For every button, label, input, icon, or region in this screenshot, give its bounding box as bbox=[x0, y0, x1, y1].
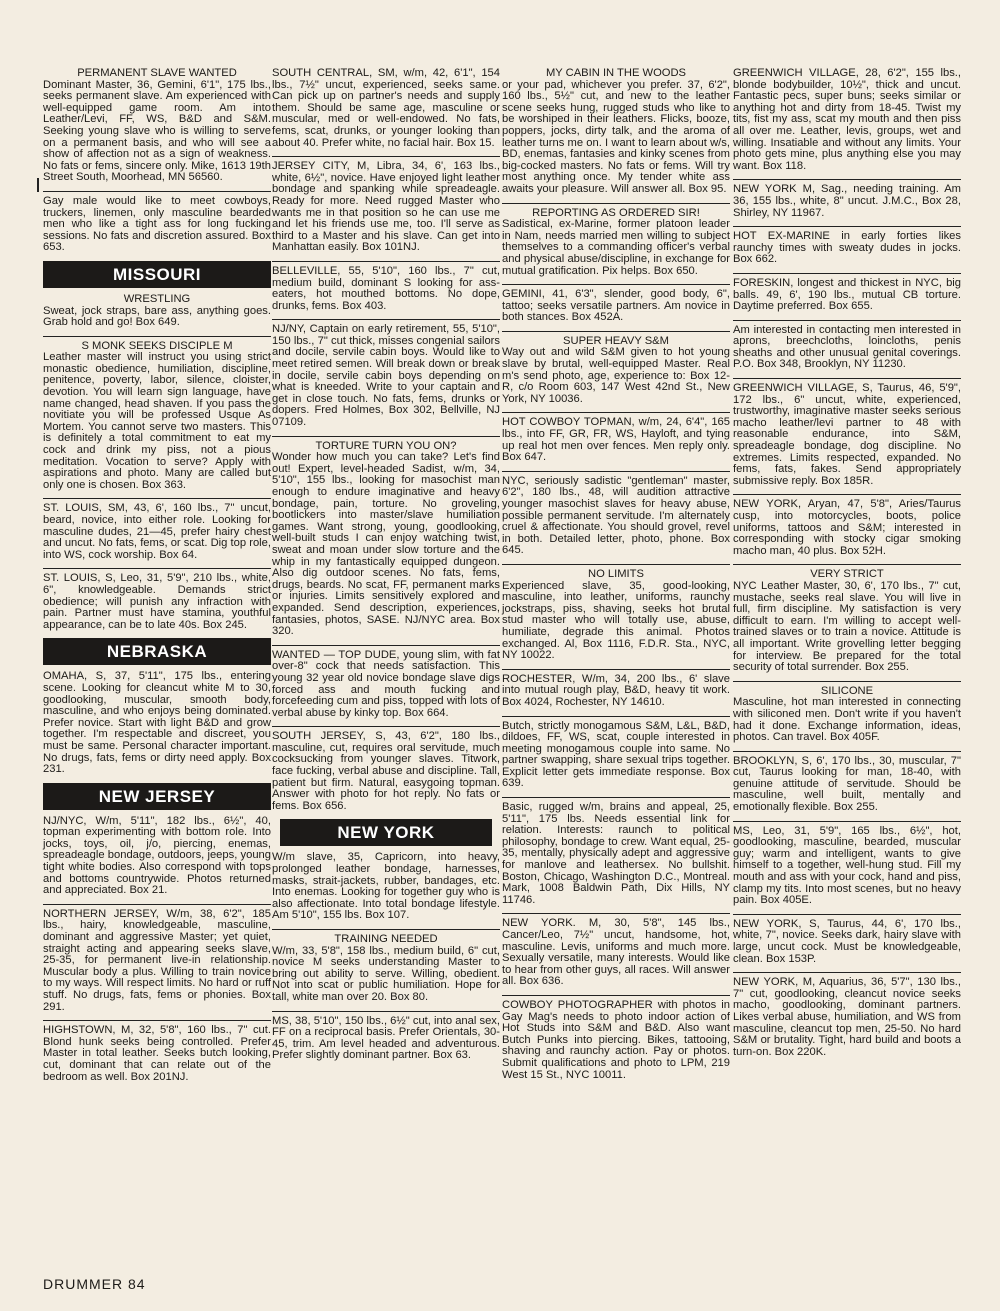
ad-body: GREENWICH VILLAGE, S, Taurus, 46, 5'9", 172 lbs., 6" uncut, white, experienced, trustworthy, imaginative master seeks serious macho leather/levi partner to 48 with reasonable endurance, into S&M, spreadeagle bondage, dog discipline. No extremes. Limits respected, expanded. No fems, fats, fakes. Send appropriately submissive reply. Box 185R. bbox=[733, 382, 961, 487]
classified-ad bbox=[272, 852, 500, 926]
column-1 bbox=[43, 68, 271, 1087]
ad-divider bbox=[43, 904, 271, 905]
classified-ad bbox=[43, 816, 271, 901]
classified-ad bbox=[43, 1025, 271, 1087]
ad-divider bbox=[272, 1011, 500, 1012]
ad-title: TRAINING NEEDED bbox=[334, 933, 438, 945]
ad-body: ST. LOUIS, S, Leo, 31, 5'9", 210 lbs., white, 6", knowledgeable. Demands strict obedience; will punish any infraction with pain. Partner must have stamina, youthful appearance, can be to late 40s. Box 245. bbox=[43, 572, 271, 631]
classified-ad bbox=[43, 196, 271, 258]
ad-divider bbox=[733, 378, 961, 379]
ad-divider bbox=[502, 716, 730, 717]
ad-body: Basic, rugged w/m, brains and appeal, 25, 5'11", 175 lbs. Needs essential link for relation. Interests: raunch to political philosophy, bondage to crew. Want equal, 25-35, mentally, physically adept and aggressive for manlove and leathersex. No bullshit. Boston, Chicago, Washington D.C., Montreal. Mark, 1008 Baldwin Path, Dix Hills, NY 11746. bbox=[502, 801, 730, 906]
ad-divider bbox=[733, 972, 961, 973]
classified-ad bbox=[733, 826, 961, 911]
ad-divider bbox=[43, 1020, 271, 1021]
ad-body: NJ/NYC, W/m, 5'11", 182 lbs., 6½", 40, topman experimenting with bottom role. Into jocks, toys, oil, j/o, piercing, enemas, spreadeagle bondage, outdoors, jeeps, young tight white bodies. Also correspond with tops and bottoms countrywide. Photos returned and appreciated. Box 21. bbox=[43, 814, 271, 897]
ad-body: JERSEY CITY, M, Libra, 34, 6', 163 lbs., white, 6½", novice. Have enjoyed light leather bondage and spanking while spreadeagle. Ready for more. Need rugged Master who wants me in that position so he can use me and let his friends use me, too. I'll serve as third to a Master and his slave. Can get into Manhattan easily. Box 101NJ. bbox=[272, 160, 500, 254]
ad-body: Experienced slave, 35, good-looking, masculine, into leather, uniforms, raunchy jockstraps, piss, shaving, seeks hot brutal stud master who will totally use, abuse, humiliate, degrade this animal. Photos exchanged. Al, Box 1116, F.D.R. Sta., NYC, NY 10022. bbox=[502, 579, 730, 662]
ad-divider bbox=[502, 284, 730, 285]
classified-ad bbox=[733, 383, 961, 491]
ad-body: HOT COWBOY TOPMAN, w/m, 24, 6'4", 165 lbs., into FF, GR, FR, WS, Hayloft, and tying up real hot men over fences. Men reply only. Box 647. bbox=[502, 416, 730, 464]
ad-body: NYC, seriously sadistic "gentleman" master, 6'2", 180 lbs., 48, will audition attractive younger masochist slaves for heavy abuse, possible permanent servitude. I'm alternately cruel & affectionate. You should grovel, revel in both. Detailed letter, photo, phone. Box 645. bbox=[502, 474, 730, 557]
ad-body: NEW YORK M, Sag., needing training. Am 36, 155 lbs., white, 8" uncut. J.M.C., Box 28, Shirley, NY 11967. bbox=[733, 183, 961, 219]
ad-title: NO LIMITS bbox=[588, 567, 644, 580]
classified-ad bbox=[272, 441, 500, 642]
ad-title: S MONK SEEKS DISCIPLE M bbox=[81, 339, 233, 352]
classified-ad bbox=[272, 68, 500, 153]
classified-ad bbox=[43, 909, 271, 1017]
classified-ad bbox=[272, 266, 500, 316]
ad-body: Wonder how much you can take? Let's find out! Expert, level-headed Sadist, w/m, 34, 5'10", 155 lbs., looking for masochist man enough to endure imaginative and heavy bondage, pain, torture. No groveling, bootlickers into master/slave humiliation games. Want strong, young, goodlooking, well-built studs I can enjoy watching twist, sweat and moan under slow torture and the whip in my fantastically equipped dungeon. Also dig outdoor scenes. No fats, fems, drugs, beards. No scat, FF, permanent marks or injuries. Limits sensitively explored and expanded. Send description, experiences, fantasies, photos, SASE. NJ/NYC area. Box 320. bbox=[272, 451, 500, 638]
ad-body: NEW YORK, Aryan, 47, 5'8", Aries/Taurus cusp, into motorcycles, boots, police uniforms, tattoos and S&M; interested in corresponding with stocky cigar smoking macho man, 40 plus. Box 52H. bbox=[733, 498, 961, 557]
ad-divider bbox=[733, 226, 961, 227]
classified-ad bbox=[733, 278, 961, 317]
ad-body: NYC Leather Master, 30, 6', 170 lbs., 7" cut, mustache, seeks real slave. You will live in full, firm discipline. My satisfaction is very difficult to earn. I'm willing to accept well-trained slaves or to train a novice. Attitude is all important. Write grovelling letter begging for interview. Be prepared for the total security of total surrender. Box 255. bbox=[733, 579, 961, 674]
classified-ad bbox=[502, 289, 730, 328]
ad-divider bbox=[43, 336, 271, 337]
ad-body: Gay male would like to meet cowboys, truckers, linemen, only masculine bearded men who like a tight ass for long fucking sessions. No fats and discretion assured. Box 653. bbox=[43, 194, 271, 254]
classified-ad bbox=[43, 671, 271, 779]
ad-body: Sadistical, ex-Marine, former platoon leader in Nam, needs married men willing to subject themselves to a commanding officer's verbal and physical abuse/discipline, in exchange for mutual gratification. Pix helps. Box 650. bbox=[502, 218, 730, 277]
ad-divider bbox=[733, 681, 961, 682]
classified-ad bbox=[502, 569, 730, 666]
ad-body: COWBOY PHOTOGRAPHER with photos in Gay Mag's needs to photo indoor action of Hot Studs into S&M and B&D. Also want Butch Punks into piercing. Bikes, tattooing, shaving and raunchy action. Pay or photos. Submit qualifications and photo to LPM, 219 West 15 St., NYC 10011. bbox=[502, 998, 730, 1081]
ad-divider bbox=[502, 203, 730, 204]
ad-divider bbox=[502, 471, 730, 472]
classified-ad bbox=[43, 294, 271, 333]
ad-divider bbox=[502, 913, 730, 914]
ad-divider bbox=[272, 726, 500, 727]
classified-ad bbox=[502, 674, 730, 713]
classified-ad bbox=[733, 686, 961, 748]
ad-divider bbox=[502, 564, 730, 565]
ad-body: Way out and wild S&M given to hot young slave by brutal, well-equipped Master. Real m's send photo, age, experience to: Box 12-R, c/o Room 603, 147 West 42nd St., New York, NY 10036. bbox=[502, 346, 730, 405]
ad-divider bbox=[502, 331, 730, 332]
ad-divider bbox=[272, 645, 500, 646]
ad-body: Butch, strictly monogamous S&M, L&L, B&D, dildoes, FF, WS, scat, couple interested in meeting monogamous couple into same. No partner swapping, share sexual trips together. Explicit letter gets immediate response. Box 639. bbox=[502, 719, 730, 790]
ad-body: Am interested in contacting men interested in aprons, breechcloths, loincloths, penis sheaths and other unusual genital coverings. P.O. Box 348, Brooklyn, NY 11230. bbox=[733, 323, 961, 371]
ad-divider bbox=[272, 319, 500, 320]
classified-ad bbox=[43, 68, 271, 188]
classified-ad bbox=[43, 573, 271, 635]
classified-ad bbox=[502, 721, 730, 795]
classified-ad bbox=[733, 919, 961, 969]
classified-ad bbox=[272, 161, 500, 258]
ad-body: ST. LOUIS, SM, 43, 6', 160 lbs., 7" uncut, beard, novice, into either role. Looking for masculine dudes, 21—45, prefer hairy chest and uncut. No fats, fems, or scat. Dig top role, into WS, cock worship. Box 64. bbox=[43, 502, 271, 561]
classified-ad bbox=[733, 68, 961, 176]
ad-body: or your pad, whichever you prefer. 37, 6'2", 160 lbs., 5½" cut, and new to the leather scene seeks hung, rugged studs who like to be worshiped in their leathers. Flicks, booze, poppers, jocks, dirty talk, and the aroma of leather turns me on. I want to learn about w/s, BD, enemas, fantasies and kinky scenes from big-cocked masters. No fats or fems. Will try most anything once. My tender white ass awaits your pleasure. Will answer all. Box 95. bbox=[502, 78, 730, 195]
classified-ad bbox=[272, 934, 500, 1008]
ad-body: FORESKIN, longest and thickest in NYC, big balls. 49, 6', 190 lbs., mutual CB torture. Daytime preferred. Box 655. bbox=[733, 276, 961, 313]
classified-ad bbox=[733, 325, 961, 375]
page-footer: DRUMMER 84 bbox=[43, 1276, 146, 1292]
ad-body: OMAHA, S, 37, 5'11", 175 lbs., entering scene. Looking for cleancut white M to 30, goodlooking, muscular, smooth body, masculine, and who enjoys being dominated. Prefer novice. Start with light B&D and grow together. I'm respectable and discreet, you must be same. Personal character important. No drugs, fats, fems or dirty need apply. Box 231. bbox=[43, 670, 271, 776]
ad-divider bbox=[272, 156, 500, 157]
ad-body: SOUTH CENTRAL, SM, w/m, 42, 6'1", 154 lbs., 7½" uncut, experienced, seeks same. Can pick up on partner's needs and supply them. Should be same age, masculine or muscular, med or well-endowed. No fats, fems, scat, drunks, or younger looking than about 40. Prefer white, no facial hair. Box 15. bbox=[272, 67, 500, 149]
ad-divider bbox=[502, 995, 730, 996]
ad-title: REPORTING AS ORDERED SIR! bbox=[532, 206, 700, 219]
ad-divider bbox=[502, 412, 730, 413]
classified-ad bbox=[733, 231, 961, 270]
classified-ad bbox=[733, 184, 961, 223]
state-heading: NEW YORK bbox=[280, 819, 492, 846]
ad-title: SILICONE bbox=[820, 684, 874, 697]
ad-title: PERMANENT SLAVE WANTED bbox=[77, 67, 237, 79]
ad-divider bbox=[733, 494, 961, 495]
ad-divider bbox=[272, 261, 500, 262]
column-2 bbox=[272, 68, 500, 1066]
classified-ad bbox=[733, 569, 961, 677]
ad-divider bbox=[733, 821, 961, 822]
ad-body: WANTED — TOP DUDE, young slim, with fat over-8" cock that needs satisfaction. This young 32 year old novice bondage slave digs forced ass and mouth fucking and forcefeeding cum and piss, topped with lots of verbal abuse by kinky top. Box 664. bbox=[272, 648, 500, 719]
ad-body: BROOKLYN, S, 6', 170 lbs., 30, muscular, 7" cut, Taurus looking for man, 18-40, with genuine attitude of servitude. Should be masculine, well built, mentally and emotionally flexible. Box 255. bbox=[733, 754, 961, 814]
ad-body: NJ/NY, Captain on early retirement, 55, 5'10", 150 lbs., 7" cut thick, misses congenial sailors and docile, servile cabin boys. Would like to meet retired semen. Will break down or break in docile, servile cabin boys depending on what is kneeded. Write to your captain and get in close touch. No fats, fems, drunks or dopers. Fred Holmes, Box 302, Bellville, NJ 07109. bbox=[272, 323, 500, 429]
classified-ad bbox=[502, 1000, 730, 1085]
ad-divider bbox=[502, 669, 730, 670]
ad-divider bbox=[733, 564, 961, 565]
ad-body: Leather master will instruct you using strict monastic obedience, humiliation, discipline, penitence, poverty, labor, silence, cloister, devotion. You will learn sign language, have name changed, head shaven. If you pass the novitiate you will be professed Usque As Mortem. You cannot serve two masters. This is definitely a total commitment to eat my cock and drink my piss, not a pious meditation. Vocation to serve? Apply with aspirations and photo. Many are called but only one is chosen. Box 363. bbox=[43, 351, 271, 491]
state-heading: NEBRASKA bbox=[43, 638, 271, 665]
ad-divider bbox=[272, 929, 500, 930]
ad-divider bbox=[733, 179, 961, 180]
classified-ad bbox=[43, 503, 271, 565]
classified-ad bbox=[502, 918, 730, 992]
ad-body: W/m slave, 35, Capricorn, into heavy, prolonged leather bondage, harnesses, masks, strait-jackets, rubber, bandages, etc. Into enemas. Looking for together guy who is also affectionate. Into total bondage lifestyle. Am 5'10", 155 lbs. Box 107. bbox=[272, 851, 500, 922]
ad-divider bbox=[733, 914, 961, 915]
ad-title: WRESTLING bbox=[123, 292, 191, 305]
classified-ad bbox=[272, 1016, 500, 1066]
classified-ad bbox=[272, 650, 500, 724]
ad-title: MY CABIN IN THE WOODS bbox=[545, 67, 687, 79]
ad-title: SUPER HEAVY S&M bbox=[563, 334, 669, 347]
state-heading: NEW JERSEY bbox=[43, 783, 271, 810]
state-heading: MISSOURI bbox=[43, 261, 271, 288]
column-3 bbox=[502, 68, 730, 1085]
ad-body: NORTHERN JERSEY, W/m, 38, 6'2", 185 lbs., hairy, knowledgeable, masculine, dominant and aggressive Master; yet quiet, straight acting and appearing seeks slave, 25-35, for permanent live-in relationship. Muscular body a plus. Willing to train novice to my ways. Will respect limits. No hard or ruff stuff. No drugs, fats, fems or phonies. Box 291. bbox=[43, 907, 271, 1013]
ad-body: NEW YORK, S, Taurus, 44, 6', 170 lbs., white, 7", novice. Seeks dark, hairy slave with large, uncut cock. Must be knowledgeable, clean. Box 153P. bbox=[733, 917, 961, 965]
classified-ad bbox=[272, 731, 500, 816]
classified-ad bbox=[733, 756, 961, 818]
ad-body: W/m, 33, 5'8", 158 lbs., medium build, 6" cut, novice M seeks understanding Master to bring out ability to serve. Willing, obedient. Not into scat or public humiliation. Hope for tall, white man over 20. Box 80. bbox=[272, 944, 500, 1003]
ad-body: MS, 38, 5'10", 150 lbs., 6½" cut, into anal sex, FF on a reciprocal basis. Prefer Orientals, 30-45, trim. Am level headed and adventurous. Prefer slightly dominant partner. Box 63. bbox=[272, 1014, 500, 1062]
classified-ad bbox=[502, 476, 730, 561]
ad-divider bbox=[733, 320, 961, 321]
ad-body: Masculine, hot man interested in connecting with siliconed men. Don't write if you haven't had it done. Exchange information, ideas, photos. Can travel. Box 405F. bbox=[733, 696, 961, 744]
ad-title: VERY STRICT bbox=[810, 568, 884, 581]
classified-ad bbox=[43, 341, 271, 496]
classified-ad bbox=[272, 324, 500, 432]
classified-ad bbox=[733, 977, 961, 1062]
column-4 bbox=[733, 68, 961, 1062]
ad-body: MS, Leo, 31, 5'9", 165 lbs., 6½", hot, goodlooking, masculine, bearded, muscular guy; warm and intelligent, wants to give himself to a together, well-hung stud. Fill my mouth and ass with your cock, hand and piss, clamp my tits. Into most scenes, but no heavy pain. Box 405E. bbox=[733, 824, 961, 907]
classified-ad bbox=[502, 68, 730, 200]
ad-body: SOUTH JERSEY, S, 43, 6'2", 180 lbs., masculine, cut, requires oral servitude, much cocksucking from younger slaves. Titwork, face fucking, verbal abuse and discipline. Tall, patient but firm. Natural, easygoing topman. Answer with photo for hot reply. No fats or fems. Box 656. bbox=[272, 730, 500, 812]
ad-divider bbox=[733, 273, 961, 274]
ad-divider bbox=[43, 191, 271, 192]
ad-body: GREENWICH VILLAGE, 28, 6'2", 155 lbs., blonde bodybuilder, 10½", thick and uncut. Fantastic pecs, super buns; seeks similar or anything hot and dirty from 18-45. Twist my tits, fist my ass, scat my mouth and then piss all over me. Leather, levis, groups, wet and willing. Insatiable and without any limits. Your photo gets mine, plus anything else you may want. Box 118. bbox=[733, 67, 961, 172]
margin-mark bbox=[37, 178, 39, 192]
ad-body: ROCHESTER, W/m, 34, 200 lbs., 6' slave into mutual rough play, B&D, heavy tit work. Box 4024, Rochester, NY 14610. bbox=[502, 672, 730, 708]
classified-ad bbox=[502, 208, 730, 282]
ad-divider bbox=[502, 797, 730, 798]
ad-body: NEW YORK, M, Aquarius, 36, 5'7", 130 lbs., 7" cut, goodlooking, cleancut novice seeks macho, goodlooking, dominant partners. Likes verbal abuse, humiliation, and WS from masculine, cleancut top men, 25-50. No hard S&M or brutality. Tight, hard build and boots a turn-on. Box 220K. bbox=[733, 976, 961, 1058]
ad-body: BELLEVILLE, 55, 5'10", 160 lbs., 7" cut, medium build, dominant S looking for ass-eaters, hot mouthed bottoms. No dope, drunks, fems. Box 403. bbox=[272, 264, 500, 312]
ad-divider bbox=[272, 436, 500, 437]
ad-body: Sweat, jock straps, bare ass, anything goes. Grab hold and go! Box 649. bbox=[43, 304, 271, 329]
classified-ad bbox=[733, 499, 961, 561]
ad-body: HOT EX-MARINE in early forties likes raunchy times with sweaty dudes in jocks. Box 662. bbox=[733, 230, 961, 266]
classified-ad bbox=[502, 802, 730, 910]
ad-body: GEMINI, 41, 6'3", slender, good body, 6", tattoo; seeks versatile partners. Am novice in both stances. Box 452A. bbox=[502, 288, 730, 324]
ad-divider bbox=[43, 568, 271, 569]
classified-ad bbox=[502, 336, 730, 410]
ad-body: Dominant Master, 36, Gemini, 6'1", 175 lbs., seeks permanent slave. Am experienced with well-equipped game room. Am into Leather/Levi, FF, WS, B&D and S&M. Seeking young slave who is willing to serve on a permanent basis, and who will see a show of affection not as a sign of weakness. No fats or fems, sincere only. Mike, 1613 19th Street South, Moorhead, MN 56560. bbox=[43, 78, 271, 184]
ad-title: TORTURE TURN YOU ON? bbox=[315, 439, 457, 452]
ad-divider bbox=[43, 498, 271, 499]
classified-ad bbox=[502, 417, 730, 467]
ad-body: NEW YORK. M, 30, 5'8", 145 lbs., Cancer/Leo, 7½" uncut, handsome, hot, masculine. Levis, uniforms and much more. Sexually versatile, many interests. Would like to hear from other guys, all races. Will answer all. Box 636. bbox=[502, 917, 730, 988]
ad-divider bbox=[733, 751, 961, 752]
ad-body: HIGHSTOWN, M, 32, 5'8", 160 lbs., 7" cut. Blond hunk seeks being controlled. Prefer Master in total leather. Seeks butch looking, cut, dominant that can relate out of the bedroom as well. Box 201NJ. bbox=[43, 1024, 271, 1083]
